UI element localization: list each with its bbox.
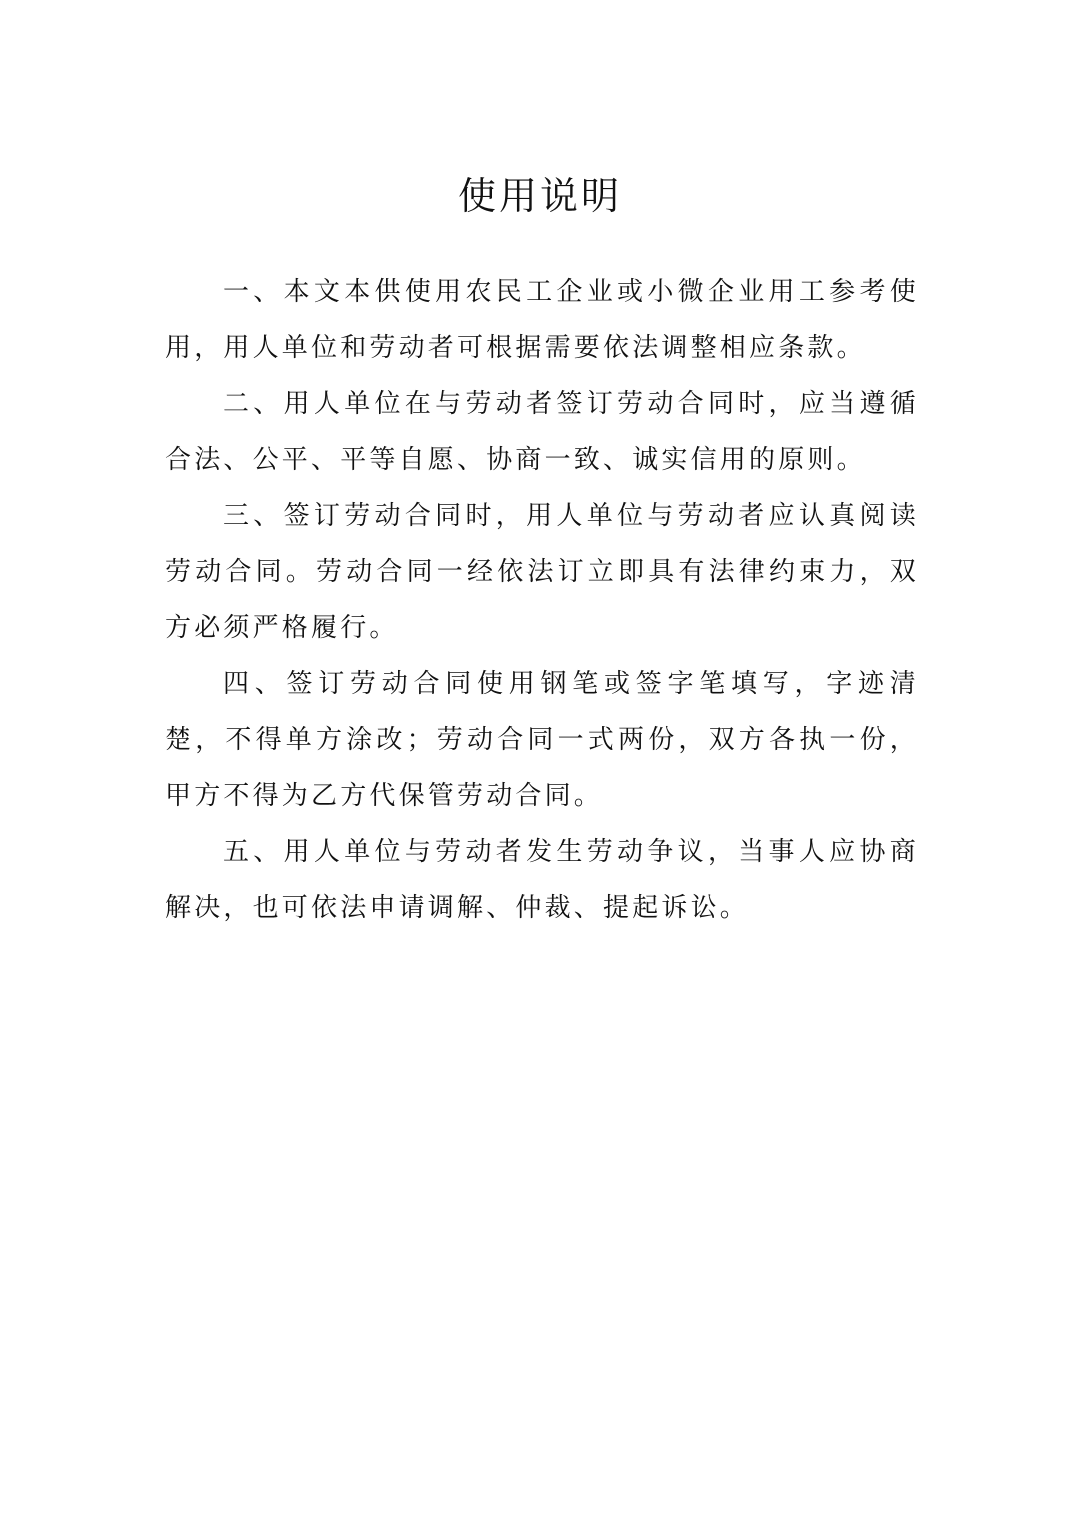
paragraph-3: 三、签订劳动合同时，用人单位与劳动者应认真阅读劳动合同。劳动合同一经依法订立即具有法律约束力，双方必须严格履行。 — [165, 501, 919, 643]
document-body — [165, 264, 919, 936]
paragraph-2: 二、用人单位在与劳动者签订劳动合同时，应当遵循合法、公平、平等自愿、协商一致、诚实信用的原则。 — [165, 389, 919, 475]
paragraph-5: 五、用人单位与劳动者发生劳动争议，当事人应协商解决，也可依法申请调解、仲裁、提起诉讼。 — [165, 837, 919, 923]
paragraph-4: 四、签订劳动合同使用钢笔或签字笔填写，字迹清楚，不得单方涂改；劳动合同一式两份，双方各执一份，甲方不得为乙方代保管劳动合同。 — [165, 669, 919, 811]
page-title: 使用说明 — [457, 174, 622, 218]
paragraph-1: 一、本文本供使用农民工企业或小微企业用工参考使用，用人单位和劳动者可根据需要依法调整相应条款。 — [165, 277, 919, 363]
